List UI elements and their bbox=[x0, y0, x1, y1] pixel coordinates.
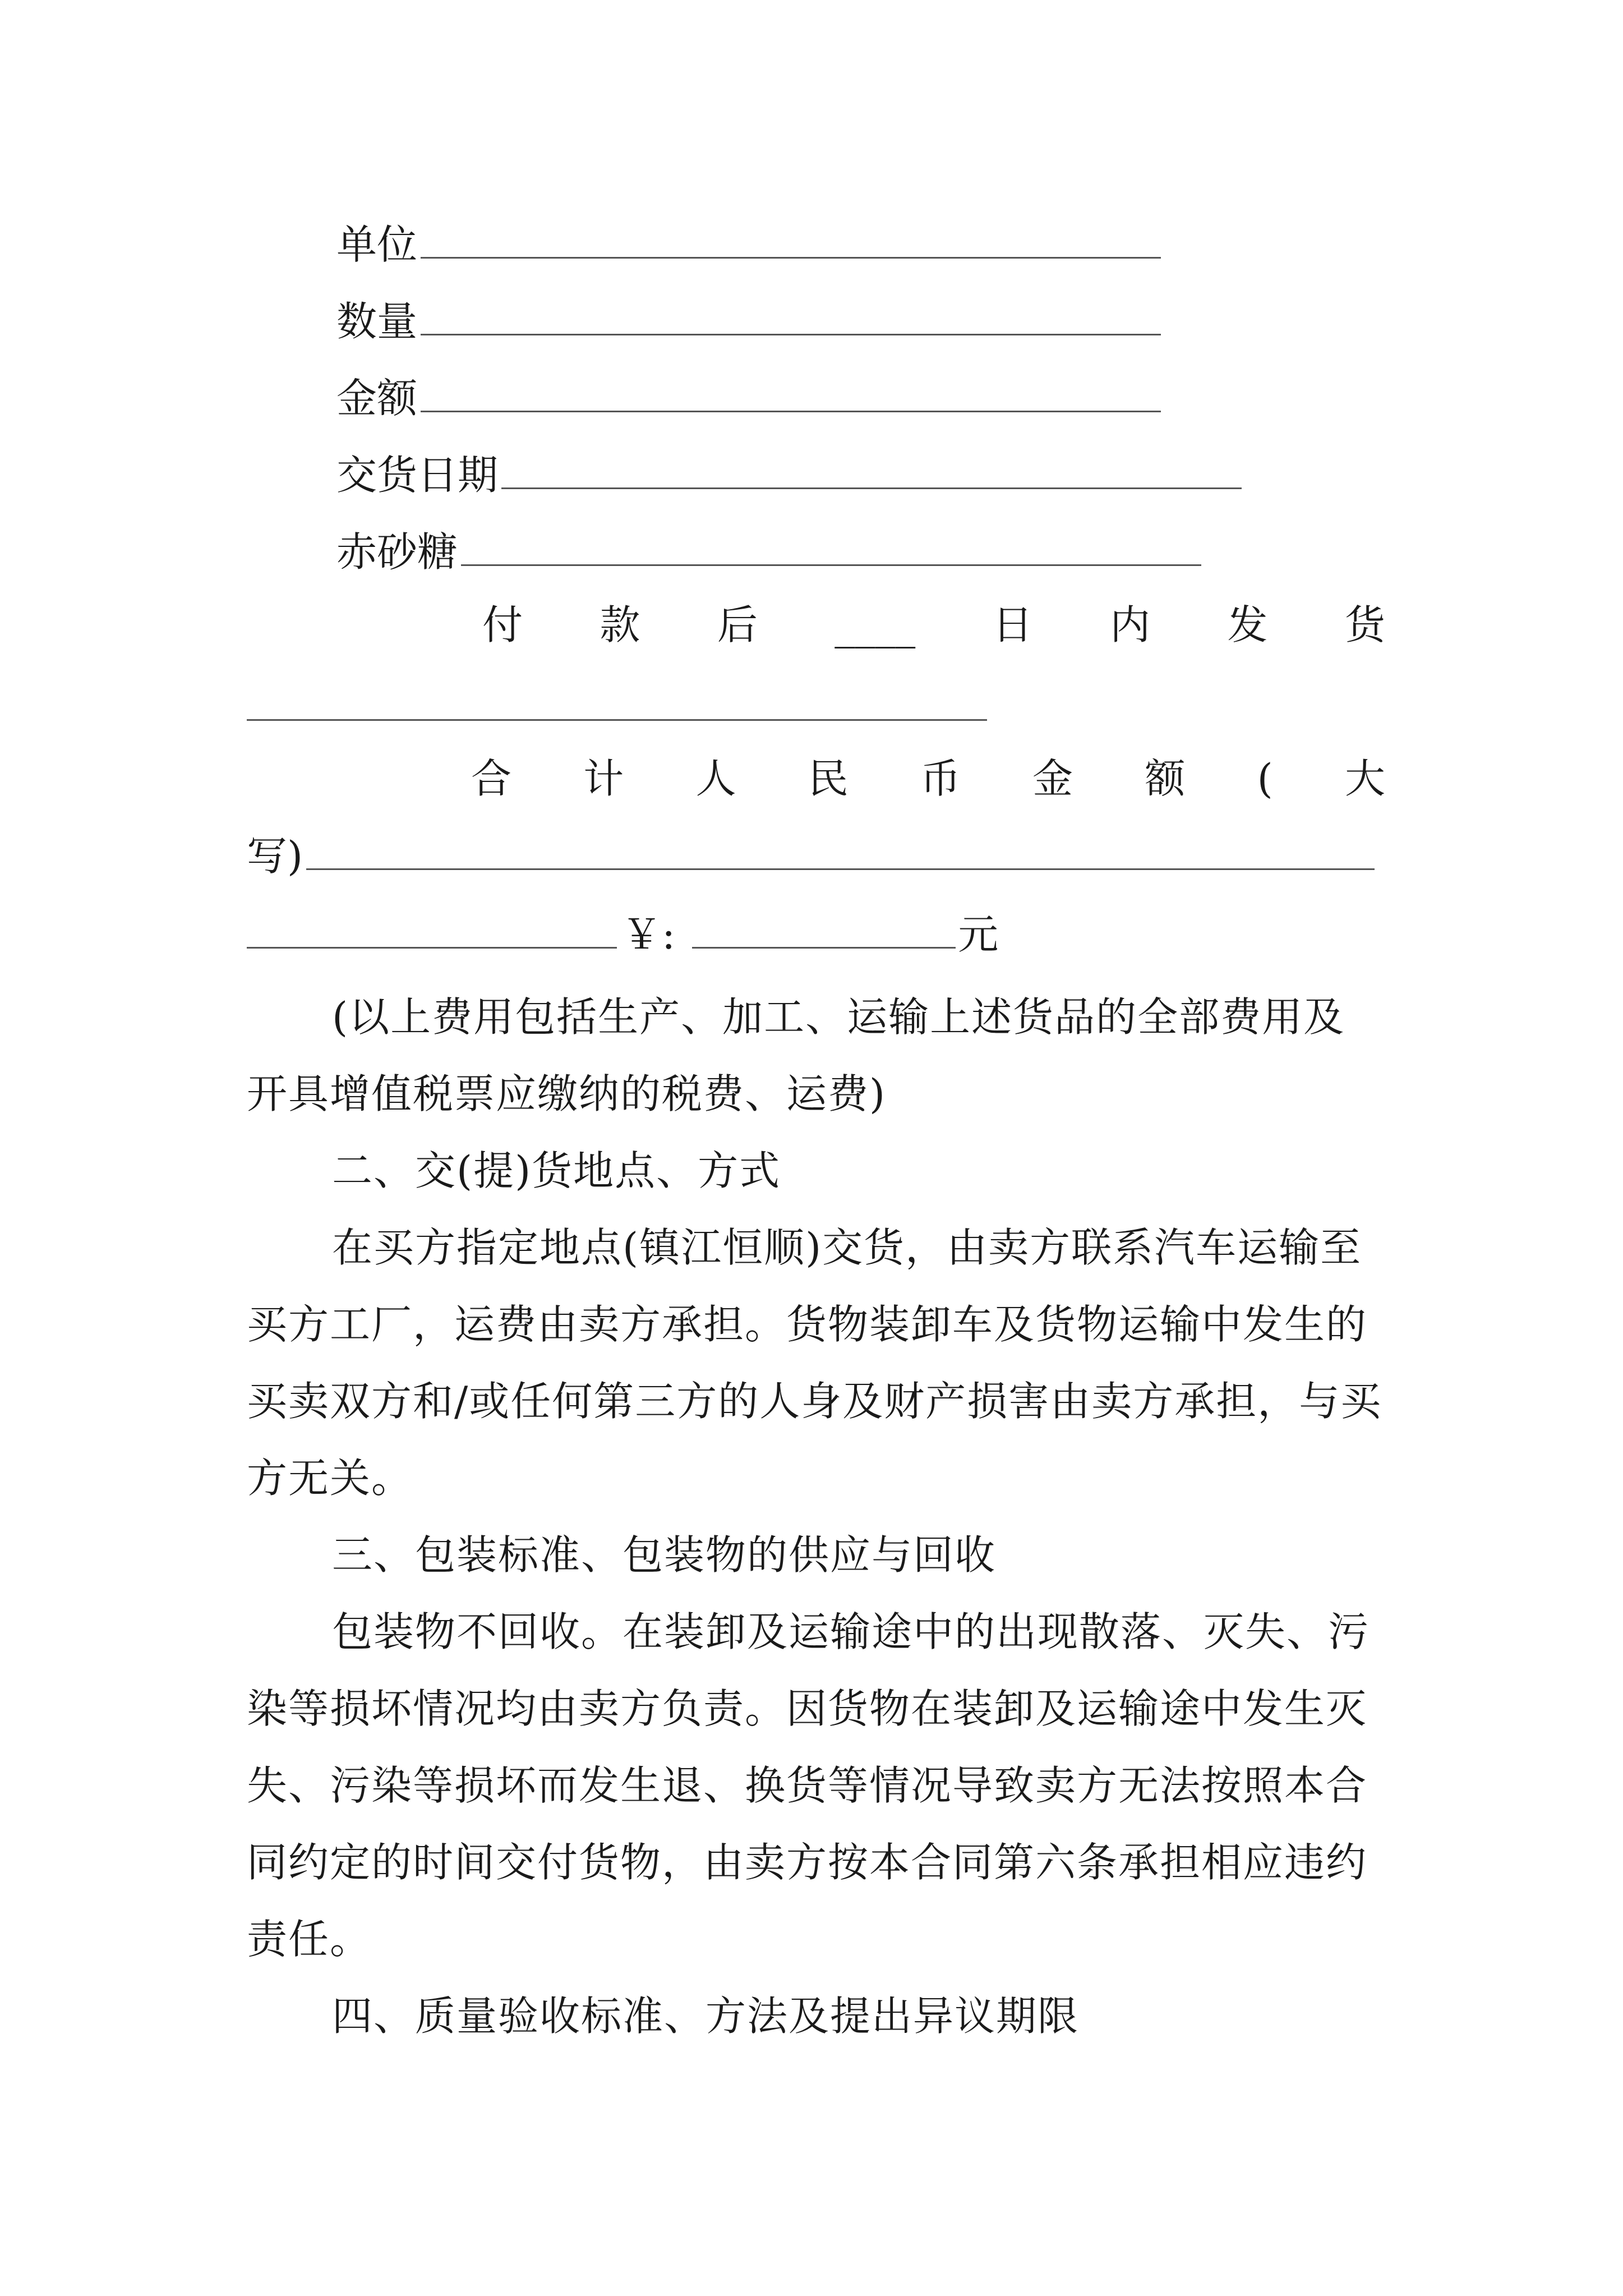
section3-title: 三、包装标准、包装物的供应与回收 bbox=[332, 1531, 997, 1579]
field-quantity bbox=[336, 295, 1161, 348]
char: 付 bbox=[482, 601, 523, 648]
blank-line bbox=[461, 525, 1201, 566]
field-label: 赤砂糖 bbox=[336, 528, 458, 576]
section4-title: 四、质量验收标准、方法及提出异议期限 bbox=[332, 1993, 1080, 2040]
char: 计 bbox=[583, 755, 624, 802]
blank-line bbox=[306, 829, 1375, 870]
char: ( bbox=[1257, 755, 1273, 802]
field-delivery-date bbox=[336, 448, 1242, 502]
char: 大 bbox=[1344, 755, 1385, 802]
section2-title: 二、交(提)货地点、方式 bbox=[332, 1147, 781, 1194]
blank-line bbox=[421, 218, 1161, 259]
field-brown-sugar bbox=[336, 525, 1201, 579]
blank-line bbox=[421, 295, 1161, 335]
char: 日 bbox=[992, 601, 1033, 648]
blank-line bbox=[247, 719, 987, 721]
section2-body: 在买方指定地点(镇江恒顺)交货，由卖方联系汽车运输至买方工厂，运费由卖方承担。货物装卸车及货物运输中发生的买卖双方和/或任何第三方的人身及财产损害由卖方承担，与买方无关。 bbox=[247, 1224, 1382, 1502]
char: 后 bbox=[717, 601, 758, 648]
char: 人 bbox=[695, 755, 736, 802]
field-label: 金额 bbox=[336, 375, 418, 422]
fee-note: (以上费用包括生产、加工、运输上述货品的全部费用及开具增值税票应缴纳的税费、运费) bbox=[247, 993, 1345, 1117]
section3-body: 包装物不回收。在装卸及运输途中的出现散落、灭失、污染等损坏情况均由卖方负责。因货物在装卸及运输途中发生灭失、污染等损坏而发生退、换货等情况导致卖方无法按照本合同约定的时间交付货物，由卖方按本合同第六条承担相应违约责任。 bbox=[247, 1608, 1370, 1963]
field-label: 单位 bbox=[336, 221, 418, 268]
label: 写) bbox=[247, 832, 303, 880]
char: 币 bbox=[920, 755, 961, 802]
char: 款 bbox=[600, 601, 640, 648]
field-label: 交货日期 bbox=[336, 452, 499, 499]
total-amount-line bbox=[471, 752, 1385, 806]
char: 合 bbox=[471, 755, 512, 802]
blank-line bbox=[692, 908, 956, 949]
delivery-terms-line bbox=[482, 598, 1385, 652]
blank-line bbox=[501, 448, 1242, 489]
amount-figure-line bbox=[247, 908, 998, 961]
char: 内 bbox=[1110, 601, 1151, 648]
char: 额 bbox=[1145, 755, 1186, 802]
char: 发 bbox=[1227, 601, 1268, 648]
blank-line bbox=[247, 908, 617, 949]
field-label: 数量 bbox=[336, 298, 418, 345]
char: 金 bbox=[1032, 755, 1073, 802]
blank-line bbox=[421, 371, 1161, 412]
field-unit bbox=[336, 218, 1161, 272]
field-amount bbox=[336, 371, 1161, 425]
blank-days: ____ bbox=[834, 601, 916, 648]
yen-label: ￥: bbox=[621, 911, 676, 958]
char: 民 bbox=[808, 755, 849, 802]
total-amount-cont bbox=[247, 829, 1375, 883]
char: 货 bbox=[1344, 601, 1385, 648]
yuan-label: 元 bbox=[958, 911, 999, 958]
